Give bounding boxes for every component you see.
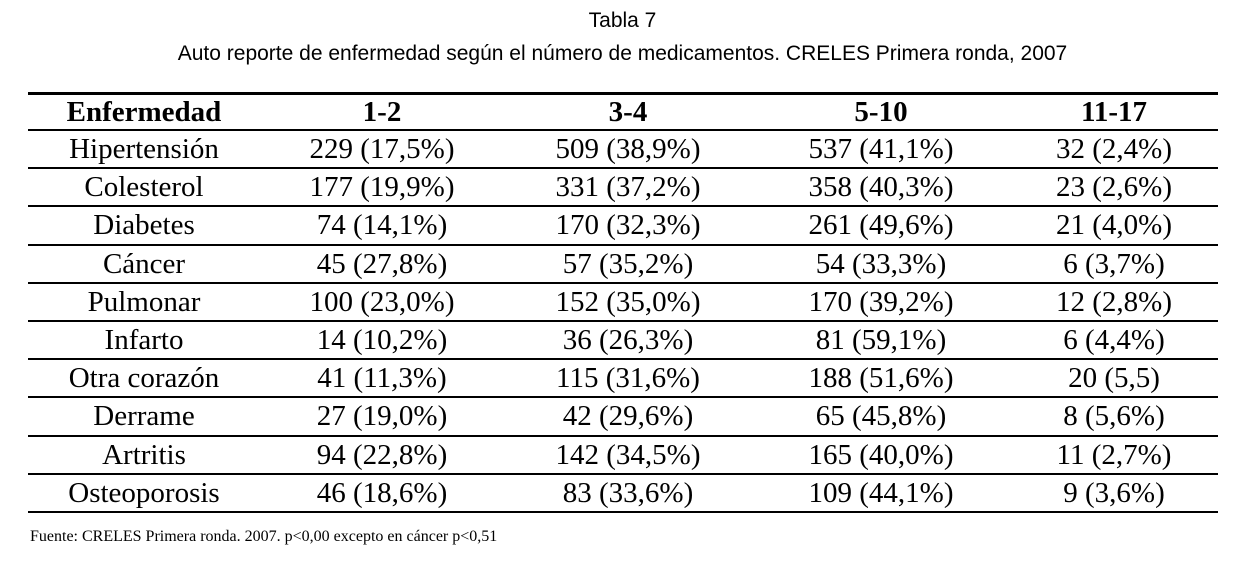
row-label-cell: Osteoporosis [28, 474, 260, 512]
table-row [28, 206, 1218, 244]
table-cell: 537 (41,1%) [752, 130, 1010, 168]
row-label-cell: Diabetes [28, 206, 260, 244]
table-cell: 358 (40,3%) [752, 168, 1010, 206]
table-cell: 109 (44,1%) [752, 474, 1010, 512]
table-cell: 27 (19,0%) [260, 397, 504, 435]
column-header: Enfermedad [28, 94, 260, 131]
table-cell: 188 (51,6%) [752, 359, 1010, 397]
table-cell: 36 (26,3%) [504, 321, 752, 359]
table-cell: 115 (31,6%) [504, 359, 752, 397]
table-row [28, 130, 1218, 168]
table-cell: 11 (2,7%) [1010, 436, 1218, 474]
column-header: 1-2 [260, 94, 504, 131]
table-cell: 20 (5,5) [1010, 359, 1218, 397]
table-cell: 57 (35,2%) [504, 245, 752, 283]
column-header: 11-17 [1010, 94, 1218, 131]
table-cell: 165 (40,0%) [752, 436, 1010, 474]
table-row [28, 474, 1218, 512]
table-cell: 32 (2,4%) [1010, 130, 1218, 168]
row-label-cell: Cáncer [28, 245, 260, 283]
table-cell: 6 (4,4%) [1010, 321, 1218, 359]
table-cell: 142 (34,5%) [504, 436, 752, 474]
table-cell: 42 (29,6%) [504, 397, 752, 435]
table-row [28, 321, 1218, 359]
table-cell: 21 (4,0%) [1010, 206, 1218, 244]
table-cell: 81 (59,1%) [752, 321, 1010, 359]
table-cell: 261 (49,6%) [752, 206, 1010, 244]
table-cell: 94 (22,8%) [260, 436, 504, 474]
table-cell: 8 (5,6%) [1010, 397, 1218, 435]
table-cell: 65 (45,8%) [752, 397, 1010, 435]
table-row [28, 245, 1218, 283]
table-row [28, 397, 1218, 435]
table-row [28, 436, 1218, 474]
table-cell: 83 (33,6%) [504, 474, 752, 512]
data-table [28, 92, 1218, 513]
table-cell: 6 (3,7%) [1010, 245, 1218, 283]
row-label-cell: Pulmonar [28, 283, 260, 321]
table-cell: 509 (38,9%) [504, 130, 752, 168]
table-cell: 46 (18,6%) [260, 474, 504, 512]
column-header: 5-10 [752, 94, 1010, 131]
table-cell: 177 (19,9%) [260, 168, 504, 206]
table-cell: 152 (35,0%) [504, 283, 752, 321]
table-cell: 74 (14,1%) [260, 206, 504, 244]
source-note: Fuente: CRELES Primera ronda. 2007. p<0,00 excepto en cáncer p<0,51 [30, 528, 498, 545]
table-cell: 14 (10,2%) [260, 321, 504, 359]
table-cell: 54 (33,3%) [752, 245, 1010, 283]
row-label-cell: Hipertensión [28, 130, 260, 168]
table-cell: 331 (37,2%) [504, 168, 752, 206]
table-row [28, 359, 1218, 397]
table-cell: 12 (2,8%) [1010, 283, 1218, 321]
table-cell: 170 (32,3%) [504, 206, 752, 244]
table-cell: 170 (39,2%) [752, 283, 1010, 321]
table-subtitle: Auto reporte de enfermedad según el número de medicamentos. CRELES Primera ronda, 2007 [177, 42, 1068, 65]
header-row [28, 94, 1218, 131]
table-cell: 9 (3,6%) [1010, 474, 1218, 512]
table-cell: 23 (2,6%) [1010, 168, 1218, 206]
table-cell: 100 (23,0%) [260, 283, 504, 321]
table-title: Tabla 7 [588, 9, 657, 32]
row-label-cell: Otra corazón [28, 359, 260, 397]
row-label-cell: Infarto [28, 321, 260, 359]
table-cell: 41 (11,3%) [260, 359, 504, 397]
row-label-cell: Artritis [28, 436, 260, 474]
row-label-cell: Derrame [28, 397, 260, 435]
table-row [28, 168, 1218, 206]
table-row [28, 283, 1218, 321]
column-header: 3-4 [504, 94, 752, 131]
table-cell: 45 (27,8%) [260, 245, 504, 283]
row-label-cell: Colesterol [28, 168, 260, 206]
table-cell: 229 (17,5%) [260, 130, 504, 168]
